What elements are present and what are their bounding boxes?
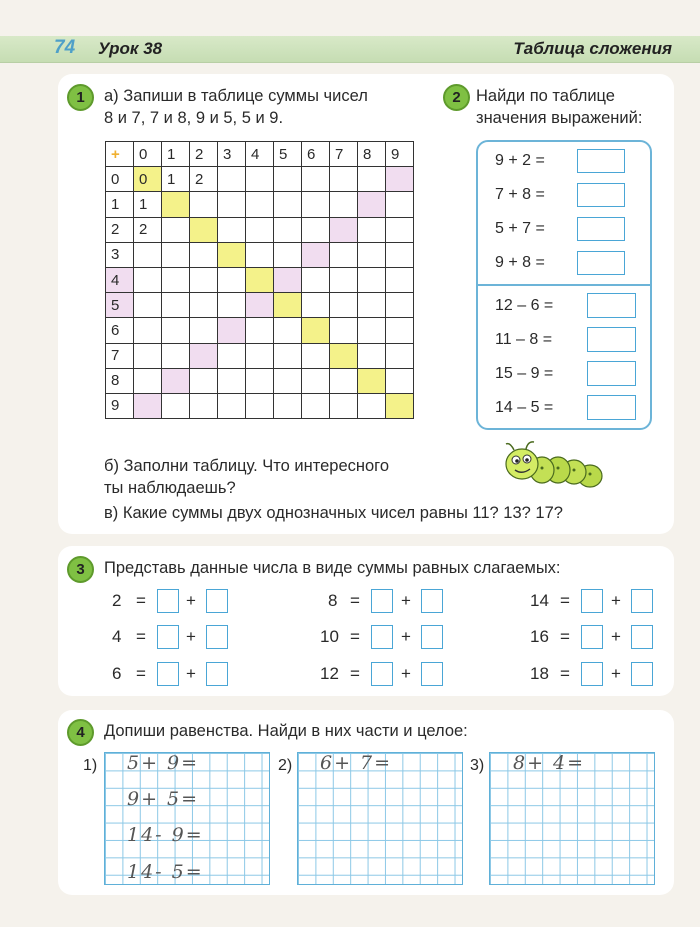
table-cell[interactable]	[302, 192, 330, 217]
plus-sign: +	[611, 627, 621, 646]
table-cell[interactable]	[246, 217, 274, 242]
table-cell[interactable]	[218, 368, 246, 393]
table-cell[interactable]	[330, 318, 358, 343]
row-header: 8	[106, 368, 134, 393]
answer-box[interactable]	[577, 217, 625, 241]
table-cell[interactable]	[358, 217, 386, 242]
table-cell[interactable]	[302, 343, 330, 368]
row-header: 2	[106, 217, 134, 242]
table-cell[interactable]	[358, 318, 386, 343]
table-cell[interactable]	[134, 267, 162, 292]
plus-sign: +	[186, 591, 196, 610]
table-cell[interactable]	[190, 393, 218, 418]
table-cell[interactable]	[190, 318, 218, 343]
task4-text: Допиши равенства. Найди в них части и целое:	[104, 722, 468, 740]
addend-box[interactable]	[206, 662, 228, 686]
table-cell[interactable]	[134, 343, 162, 368]
table-cell[interactable]	[358, 343, 386, 368]
table-cell[interactable]	[274, 343, 302, 368]
table-cell[interactable]	[386, 293, 414, 318]
table-cell[interactable]	[246, 242, 274, 267]
answer-box[interactable]	[587, 327, 636, 352]
col-header: 5	[274, 142, 302, 167]
handwritten-equation: 9+ 5=	[127, 788, 200, 810]
table-cell[interactable]	[246, 293, 274, 318]
task1-text-a-line1: а) Запиши в таблице суммы чисел	[104, 87, 368, 105]
answer-box[interactable]	[587, 293, 636, 318]
col-header: 7	[330, 142, 358, 167]
addend-box[interactable]	[371, 662, 393, 686]
table-cell[interactable]	[134, 242, 162, 267]
table-cell[interactable]	[246, 267, 274, 292]
table-cell[interactable]: 0	[134, 167, 162, 192]
addend-box[interactable]	[421, 589, 443, 613]
row-header: 7	[106, 343, 134, 368]
table-cell[interactable]	[386, 192, 414, 217]
answer-box[interactable]	[587, 395, 636, 420]
table-cell[interactable]	[302, 293, 330, 318]
table-cell[interactable]	[162, 242, 190, 267]
table-cell[interactable]	[274, 318, 302, 343]
table-cell[interactable]	[190, 192, 218, 217]
table-cell[interactable]	[190, 293, 218, 318]
table-cell[interactable]	[218, 293, 246, 318]
plus-sign: +	[401, 664, 411, 683]
table-cell[interactable]	[386, 393, 414, 418]
row-header: 3	[106, 242, 134, 267]
table-cell[interactable]	[274, 267, 302, 292]
table-cell[interactable]	[330, 242, 358, 267]
table-cell[interactable]	[386, 217, 414, 242]
table-cell[interactable]	[190, 242, 218, 267]
table-cell[interactable]	[274, 293, 302, 318]
task2-number: 2	[443, 84, 470, 111]
addend-box[interactable]	[631, 625, 653, 649]
table-cell[interactable]	[302, 217, 330, 242]
page-number: 74	[54, 37, 76, 58]
task1-text-b-line2: ты наблюдаешь?	[104, 479, 236, 497]
equals-sign: =	[560, 664, 570, 683]
table-cell[interactable]	[330, 267, 358, 292]
row-header: 0	[106, 167, 134, 192]
target-number: 18	[530, 664, 549, 683]
equals-sign: =	[350, 627, 360, 646]
table-cell[interactable]	[162, 293, 190, 318]
target-number: 10	[320, 627, 339, 646]
expression: 9 + 2 =	[495, 152, 545, 169]
equals-sign: =	[136, 664, 146, 683]
table-cell[interactable]	[386, 318, 414, 343]
table-cell[interactable]	[330, 393, 358, 418]
target-number: 6	[112, 664, 122, 683]
table-cell[interactable]	[218, 318, 246, 343]
plus-sign: +	[401, 627, 411, 646]
table-cell[interactable]	[162, 192, 190, 217]
table-cell[interactable]	[358, 368, 386, 393]
table-cell[interactable]	[134, 368, 162, 393]
table-cell[interactable]	[274, 217, 302, 242]
target-number: 4	[112, 627, 122, 646]
task1-number: 1	[67, 84, 94, 111]
task4-number: 4	[67, 719, 94, 746]
table-cell[interactable]	[302, 167, 330, 192]
lesson-title: Урок 38	[98, 39, 163, 58]
table-cell[interactable]	[330, 368, 358, 393]
target-number: 12	[320, 664, 339, 683]
plus-sign: +	[186, 627, 196, 646]
table-cell[interactable]	[302, 393, 330, 418]
table-cell[interactable]	[302, 368, 330, 393]
addend-box[interactable]	[157, 589, 179, 613]
table-cell[interactable]	[162, 267, 190, 292]
table-cell[interactable]	[162, 368, 190, 393]
table-cell[interactable]	[302, 267, 330, 292]
table-cell[interactable]	[246, 368, 274, 393]
table-cell[interactable]	[330, 167, 358, 192]
table-cell[interactable]	[190, 267, 218, 292]
row-header: 9	[106, 393, 134, 418]
col-header: 9	[386, 142, 414, 167]
table-corner-plus: +	[106, 142, 134, 167]
addend-box[interactable]	[581, 662, 603, 686]
grid-label: 1)	[83, 757, 98, 774]
table-cell[interactable]	[386, 242, 414, 267]
answer-box[interactable]	[577, 251, 625, 275]
task1-text-a-line2: 8 и 7, 7 и 8, 9 и 5, 5 и 9.	[104, 109, 284, 127]
table-cell[interactable]	[358, 192, 386, 217]
expression: 5 + 7 =	[495, 220, 545, 237]
caterpillar-illustration	[500, 440, 610, 495]
col-header: 2	[190, 142, 218, 167]
table-cell[interactable]	[246, 167, 274, 192]
expression: 11 – 8 =	[495, 331, 553, 348]
table-cell[interactable]	[274, 167, 302, 192]
table-cell[interactable]	[134, 393, 162, 418]
table-cell[interactable]	[274, 242, 302, 267]
table-cell[interactable]	[134, 318, 162, 343]
table-cell[interactable]	[386, 167, 414, 192]
col-header: 6	[302, 142, 330, 167]
handwritten-equation: 6+ 7=	[320, 752, 393, 774]
col-header: 4	[246, 142, 274, 167]
table-cell[interactable]	[302, 318, 330, 343]
expression: 15 – 9 =	[495, 365, 554, 382]
table-cell[interactable]	[190, 343, 218, 368]
row-header: 6	[106, 318, 134, 343]
addend-box[interactable]	[581, 589, 603, 613]
answer-box[interactable]	[577, 149, 625, 173]
addend-box[interactable]	[421, 662, 443, 686]
table-cell[interactable]	[358, 393, 386, 418]
table-cell[interactable]	[358, 267, 386, 292]
addend-box[interactable]	[581, 625, 603, 649]
task2-text-line2: значения выражений:	[476, 109, 643, 127]
task2-text-line1: Найди по таблице	[476, 87, 615, 105]
subject-title: Таблица сложения	[513, 39, 672, 58]
table-cell[interactable]: 2	[134, 217, 162, 242]
table-cell[interactable]: 2	[190, 167, 218, 192]
task1-text-c: в) Какие суммы двух однозначных чисел равны 11? 13? 17?	[104, 504, 563, 522]
col-header: 0	[134, 142, 162, 167]
table-cell[interactable]	[386, 267, 414, 292]
table-cell[interactable]	[218, 343, 246, 368]
table-cell[interactable]	[358, 242, 386, 267]
table-cell[interactable]	[274, 192, 302, 217]
handwritten-equation: 14- 9=	[127, 824, 204, 846]
answer-box[interactable]	[577, 183, 625, 207]
target-number: 16	[530, 627, 549, 646]
addend-box[interactable]	[157, 625, 179, 649]
table-cell[interactable]	[218, 167, 246, 192]
table-cell[interactable]	[330, 293, 358, 318]
table-cell[interactable]	[302, 242, 330, 267]
expression: 12 – 6 =	[495, 297, 554, 314]
table-cell[interactable]: 1	[134, 192, 162, 217]
col-header: 1	[162, 142, 190, 167]
plus-sign: +	[186, 664, 196, 683]
row-header: 1	[106, 192, 134, 217]
col-header: 8	[358, 142, 386, 167]
table-cell[interactable]	[218, 192, 246, 217]
expression: 7 + 8 =	[495, 186, 545, 203]
table-cell[interactable]	[218, 267, 246, 292]
grid-label: 2)	[278, 757, 293, 774]
target-number: 8	[328, 591, 338, 610]
table-cell[interactable]	[330, 192, 358, 217]
addend-box[interactable]	[421, 625, 443, 649]
table-cell[interactable]	[358, 293, 386, 318]
task3-number: 3	[67, 556, 94, 583]
handwritten-equation: 5+ 9=	[127, 752, 200, 774]
table-cell[interactable]	[190, 368, 218, 393]
expression: 14 – 5 =	[495, 399, 554, 416]
addend-box[interactable]	[631, 589, 653, 613]
equals-sign: =	[560, 627, 570, 646]
table-cell[interactable]	[246, 192, 274, 217]
table-cell[interactable]	[274, 393, 302, 418]
table-cell[interactable]	[190, 217, 218, 242]
table-cell[interactable]	[274, 368, 302, 393]
addend-box[interactable]	[371, 589, 393, 613]
table-cell[interactable]	[218, 393, 246, 418]
table-cell[interactable]	[162, 393, 190, 418]
table-cell[interactable]	[218, 242, 246, 267]
table-cell[interactable]	[246, 318, 274, 343]
answer-box[interactable]	[587, 361, 636, 386]
equals-sign: =	[136, 627, 146, 646]
target-number: 2	[112, 591, 122, 610]
row-header: 5	[106, 293, 134, 318]
table-cell[interactable]	[162, 318, 190, 343]
plus-sign: +	[401, 591, 411, 610]
table-cell[interactable]	[358, 167, 386, 192]
table-cell[interactable]	[162, 217, 190, 242]
table-cell[interactable]: 1	[162, 167, 190, 192]
table-cell[interactable]	[330, 343, 358, 368]
task3-text: Представь данные числа в виде суммы равных слагаемых:	[104, 559, 561, 577]
table-cell[interactable]	[330, 217, 358, 242]
equals-sign: =	[560, 591, 570, 610]
table-cell[interactable]	[218, 217, 246, 242]
row-header: 4	[106, 267, 134, 292]
target-number: 14	[530, 591, 549, 610]
table-cell[interactable]	[134, 293, 162, 318]
handwritten-equation: 14- 5=	[127, 861, 204, 883]
addition-table	[105, 141, 414, 419]
equals-sign: =	[350, 664, 360, 683]
expression: 9 + 8 =	[495, 254, 545, 271]
table-cell[interactable]	[386, 368, 414, 393]
table-cell[interactable]	[386, 343, 414, 368]
table-cell[interactable]	[246, 343, 274, 368]
equals-sign: =	[350, 591, 360, 610]
plus-sign: +	[611, 664, 621, 683]
addend-box[interactable]	[371, 625, 393, 649]
handwritten-equation: 8+ 4=	[513, 752, 586, 774]
addend-box[interactable]	[157, 662, 179, 686]
addend-box[interactable]	[206, 589, 228, 613]
table-cell[interactable]	[246, 393, 274, 418]
plus-sign: +	[611, 591, 621, 610]
col-header: 3	[218, 142, 246, 167]
table-cell[interactable]	[162, 343, 190, 368]
addend-box[interactable]	[206, 625, 228, 649]
grid-label: 3)	[470, 757, 485, 774]
equals-sign: =	[136, 591, 146, 610]
task1-text-b-line1: б) Заполни таблицу. Что интересного	[104, 457, 390, 475]
expressions-divider	[476, 284, 652, 286]
addend-box[interactable]	[631, 662, 653, 686]
